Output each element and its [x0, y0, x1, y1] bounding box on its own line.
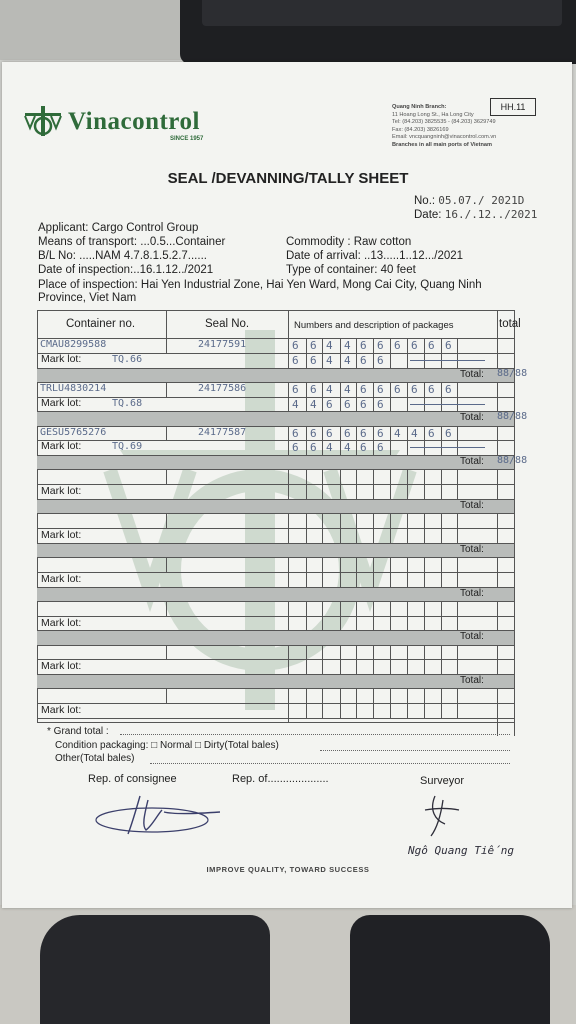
other-bales: Other(Total bales)	[55, 753, 135, 764]
branch-line: Email: vncquangninh@vinacontrol.com.vn	[392, 134, 497, 140]
box-divider	[457, 601, 458, 631]
total-row-shade	[37, 544, 514, 557]
box-divider	[373, 688, 374, 718]
box-divider	[424, 645, 425, 675]
table-border	[166, 513, 167, 528]
box-divider	[356, 513, 357, 543]
package-count: 4	[344, 339, 351, 352]
box-divider	[407, 557, 408, 587]
box-divider	[390, 688, 391, 718]
doc-number-value: 05.07./ 2021D	[438, 194, 525, 207]
total-label: Total:	[460, 368, 484, 380]
total-row-shade	[37, 456, 514, 469]
box-divider	[322, 557, 323, 587]
branch-line: Fax: (84.203) 3826169	[392, 126, 449, 133]
box-divider	[390, 513, 391, 543]
table-border	[166, 601, 167, 616]
table-border	[37, 722, 514, 723]
package-count: 6	[411, 339, 418, 352]
keyboard	[180, 0, 576, 64]
table-row-line	[37, 353, 514, 354]
table-row-line	[37, 703, 514, 704]
mark-lot-label: Mark lot:	[41, 485, 82, 498]
box-divider	[373, 513, 374, 543]
branch-line: 11 Hoang Long St., Ha Long City	[392, 111, 474, 118]
box-divider	[356, 469, 357, 499]
row-total: 88/88	[497, 411, 528, 423]
mark-lot-label: Mark lot:	[41, 440, 82, 453]
box-divider	[356, 338, 357, 368]
doc-number	[414, 194, 524, 207]
package-count: 6	[292, 441, 299, 455]
box-divider	[322, 645, 323, 675]
place-field-line2: Province, Viet Nam	[38, 292, 137, 304]
box-divider	[356, 688, 357, 718]
package-count: 6	[310, 441, 317, 455]
package-count: 6	[394, 339, 401, 352]
table-row-line	[37, 484, 514, 485]
table-row-line	[37, 382, 514, 383]
mark-lot-label: Mark lot:	[41, 572, 82, 585]
commodity-field: Commodity : Raw cotton	[286, 236, 412, 248]
package-count: 6	[360, 353, 367, 367]
total-label: Total:	[460, 675, 484, 687]
branch-line: Tel: (84.203) 3825535 - (84.203) 3629749	[392, 119, 496, 125]
applicant-field: Applicant: Cargo Control Group	[38, 222, 199, 234]
total-row-shade	[37, 500, 514, 513]
package-count: 4	[411, 426, 418, 440]
box-divider	[457, 688, 458, 718]
box-divider	[457, 382, 458, 412]
brand-since: SINCE 1957	[170, 136, 204, 142]
box-divider	[373, 601, 374, 631]
scale-icon	[22, 104, 64, 138]
box-divider	[457, 645, 458, 675]
seal-number: 24177586	[198, 382, 247, 394]
box-divider	[373, 557, 374, 587]
package-count: 6	[428, 426, 435, 440]
box-divider	[424, 513, 425, 543]
box-divider	[340, 426, 341, 456]
package-count: 4	[326, 441, 333, 455]
package-count: 6	[411, 382, 418, 396]
arrival-date-field: Date of arrival: ..13.....1..12.../2021	[286, 250, 464, 262]
bl-field: B/L No: .....NAM 4.7.8.1.5.2.7......	[38, 250, 207, 262]
box-divider	[340, 513, 341, 543]
container-number: TRLU4830214	[40, 382, 107, 394]
table-row-line	[37, 645, 514, 646]
box-divider	[373, 382, 374, 412]
consignee-signature-icon	[92, 790, 232, 840]
row-total: 88/88	[497, 455, 528, 467]
box-divider	[306, 601, 307, 631]
total-label: Total:	[460, 631, 484, 643]
table-row-line	[37, 616, 514, 617]
doc-date	[414, 208, 537, 221]
total-row-shade	[37, 412, 514, 425]
table-row-line	[37, 528, 514, 529]
place-field: Place of inspection: Hai Yen Industrial Zone, Hai Yen Ward, Mong Cai City, Quang Ninh	[38, 279, 482, 291]
package-count: 6	[377, 353, 384, 367]
box-divider	[441, 426, 442, 456]
total-row-shade	[37, 588, 514, 601]
table-border	[166, 688, 167, 703]
table-row-line	[37, 440, 514, 441]
total-row-shade	[37, 631, 514, 644]
package-count: 6	[360, 382, 367, 396]
box-divider	[407, 645, 408, 675]
box-divider	[390, 469, 391, 499]
package-count: 6	[377, 426, 384, 440]
box-divider	[390, 601, 391, 631]
table-border	[166, 338, 167, 353]
seal-number: 24177591	[198, 339, 247, 350]
box-divider	[340, 338, 341, 368]
condition-packaging: Condition packaging: □ Normal □ Dirty(Total bales)	[55, 740, 279, 751]
container-type-field: Type of container: 40 feet	[286, 264, 416, 276]
box-divider	[390, 426, 391, 456]
box-divider	[306, 338, 307, 368]
doc-number-label: No.:	[414, 195, 436, 207]
table-border	[166, 426, 167, 441]
package-count: 4	[394, 426, 401, 440]
package-count: 4	[344, 382, 351, 396]
box-divider	[322, 513, 323, 543]
box-divider	[407, 513, 408, 543]
box-divider	[407, 469, 408, 499]
total-row-shade	[37, 675, 514, 688]
package-count: 6	[360, 339, 367, 352]
box-divider	[322, 688, 323, 718]
box-divider	[340, 469, 341, 499]
box-divider	[340, 557, 341, 587]
box-divider	[424, 338, 425, 368]
box-divider	[356, 645, 357, 675]
box-divider	[306, 382, 307, 412]
table-row-line	[37, 718, 514, 719]
box-divider	[322, 382, 323, 412]
total-row-shade	[37, 369, 514, 382]
grand-total-label: * Grand total :	[47, 726, 109, 737]
package-count: 6	[292, 426, 299, 440]
box-divider	[322, 601, 323, 631]
box-divider	[390, 382, 391, 412]
package-count: 4	[326, 353, 333, 367]
box-divider	[356, 601, 357, 631]
table-border	[37, 310, 514, 311]
box-divider	[306, 513, 307, 543]
grand-total-line	[320, 750, 510, 751]
table-border	[166, 557, 167, 572]
package-count: 6	[377, 441, 384, 455]
box-divider	[457, 338, 458, 368]
box-divider	[407, 688, 408, 718]
box-divider	[424, 601, 425, 631]
total-label: Total:	[460, 456, 484, 468]
package-count: 6	[292, 353, 299, 367]
box-divider	[322, 426, 323, 456]
mark-lot-value: TQ.69	[112, 441, 143, 453]
box-divider	[390, 645, 391, 675]
box-divider	[441, 382, 442, 412]
branch-line: Quang Ninh Branch:	[392, 104, 447, 110]
table-border	[166, 469, 167, 484]
inspection-date-field: Date of inspection:..16.1.12../2021	[38, 264, 214, 276]
table-row-line	[37, 659, 514, 660]
package-count: 4	[326, 339, 333, 352]
package-count: 6	[360, 441, 367, 455]
box-divider	[441, 645, 442, 675]
table-row-line	[37, 688, 514, 689]
row-total: 88/88	[497, 367, 528, 379]
box-divider	[424, 426, 425, 456]
form-code-box: HH.11	[490, 98, 536, 116]
package-count: 6	[292, 339, 299, 352]
table-row-line	[37, 601, 514, 602]
package-count: 4	[326, 382, 333, 396]
total-label: Total:	[460, 412, 484, 424]
vinacontrol-logo	[22, 104, 232, 144]
package-count: 6	[377, 382, 384, 396]
box-divider	[441, 557, 442, 587]
mark-lot-label: Mark lot:	[41, 529, 82, 541]
box-divider	[340, 645, 341, 675]
table-border	[166, 645, 167, 660]
package-count: 6	[445, 382, 452, 396]
package-count: 6	[428, 339, 435, 352]
box-divider	[424, 557, 425, 587]
table-row-line	[37, 557, 514, 558]
box-divider	[306, 557, 307, 587]
total-label: Total:	[460, 587, 484, 599]
grand-total-line	[120, 734, 510, 735]
package-count: 6	[326, 426, 333, 440]
table-row-line	[37, 397, 514, 398]
mark-lot-label: Mark lot:	[41, 352, 82, 365]
box-divider	[373, 338, 374, 368]
strike-line	[410, 447, 485, 448]
col-header-container: Container no.	[66, 318, 136, 330]
strike-line	[410, 360, 485, 361]
mark-lot-value: TQ.68	[112, 397, 143, 409]
box-divider	[457, 557, 458, 587]
rep-consignee-label: Rep. of consignee	[88, 773, 177, 785]
mark-lot-label: Mark lot:	[41, 704, 82, 717]
brand-name: Vinacontrol	[68, 108, 200, 135]
doc-date-value: 16./.12../2021	[444, 208, 538, 221]
box-divider	[407, 601, 408, 631]
means-field: Means of transport: ...0.5...Container	[38, 236, 226, 248]
package-count: 4	[344, 441, 351, 455]
table-row-line	[37, 513, 514, 514]
package-count: 6	[377, 339, 384, 352]
surveyor-label: Surveyor	[420, 775, 465, 787]
box-divider	[457, 513, 458, 543]
mark-lot-value: TQ.66	[112, 353, 143, 365]
total-label: Total:	[460, 543, 484, 555]
table-row-line	[37, 426, 514, 427]
box-divider	[407, 338, 408, 368]
box-divider	[441, 513, 442, 543]
surveyor-signature-icon	[415, 792, 475, 838]
package-count: 6	[326, 397, 333, 411]
package-count: 6	[344, 426, 351, 440]
page-title: SEAL /DEVANNING/TALLY SHEET	[167, 170, 409, 187]
seal-number: 24177587	[198, 426, 247, 438]
package-count: 6	[377, 397, 384, 411]
surveyor-name: Ngô Quang Tiếng	[408, 844, 514, 857]
container-number: CMAU8299588	[40, 339, 107, 350]
package-count: 6	[292, 382, 299, 396]
box-divider	[441, 469, 442, 499]
box-divider	[322, 338, 323, 368]
box-divider	[424, 469, 425, 499]
box-divider	[457, 426, 458, 456]
box-divider	[340, 601, 341, 631]
package-count: 6	[394, 382, 401, 396]
col-header-total: total	[499, 318, 521, 330]
box-divider	[373, 426, 374, 456]
package-count: 6	[344, 397, 351, 411]
person-leg-right	[350, 915, 550, 1024]
box-divider	[373, 469, 374, 499]
package-count: 6	[310, 426, 317, 440]
grand-total-line	[150, 763, 510, 764]
box-divider	[441, 338, 442, 368]
mark-lot-label: Mark lot:	[41, 616, 82, 629]
box-divider	[356, 382, 357, 412]
rep-of-label: Rep. of....................	[232, 773, 329, 785]
footer-slogan: IMPROVE QUALITY, TOWARD SUCCESS	[206, 865, 370, 874]
table-border	[166, 310, 167, 338]
package-count: 4	[310, 397, 317, 411]
box-divider	[441, 601, 442, 631]
container-number: GESU5765276	[40, 426, 107, 438]
col-header-packages: Numbers and description of packages	[294, 320, 454, 331]
package-count: 6	[360, 397, 367, 411]
doc-date-label: Date:	[414, 209, 442, 221]
person-leg-left	[40, 915, 270, 1024]
box-divider	[340, 382, 341, 412]
box-divider	[441, 688, 442, 718]
box-divider	[306, 426, 307, 456]
box-divider	[407, 426, 408, 456]
box-divider	[322, 469, 323, 499]
box-divider	[306, 645, 307, 675]
box-divider	[306, 688, 307, 718]
package-count: 6	[445, 426, 452, 440]
box-divider	[340, 688, 341, 718]
mark-lot-label: Mark lot:	[41, 396, 82, 409]
box-divider	[356, 426, 357, 456]
table-row-line	[37, 572, 514, 573]
box-divider	[457, 469, 458, 499]
box-divider	[356, 557, 357, 587]
col-header-seal: Seal No.	[205, 318, 250, 330]
box-divider	[373, 645, 374, 675]
package-count: 6	[310, 382, 317, 396]
package-count: 6	[310, 339, 317, 352]
total-label: Total:	[460, 500, 484, 511]
table-border	[37, 338, 514, 339]
mark-lot-label: Mark lot:	[41, 660, 82, 673]
package-count: 6	[310, 353, 317, 367]
box-divider	[306, 469, 307, 499]
package-count: 6	[428, 382, 435, 396]
table-row-line	[37, 469, 514, 470]
box-divider	[390, 557, 391, 587]
package-count: 6	[445, 339, 452, 352]
branch-line: Branches in all main ports of Vietnam	[392, 141, 492, 148]
strike-line	[410, 404, 485, 405]
box-divider	[424, 688, 425, 718]
package-count: 4	[344, 353, 351, 367]
table-border	[166, 382, 167, 397]
package-count: 6	[360, 426, 367, 440]
package-count: 4	[292, 397, 299, 411]
box-divider	[390, 338, 391, 368]
box-divider	[424, 382, 425, 412]
box-divider	[407, 382, 408, 412]
